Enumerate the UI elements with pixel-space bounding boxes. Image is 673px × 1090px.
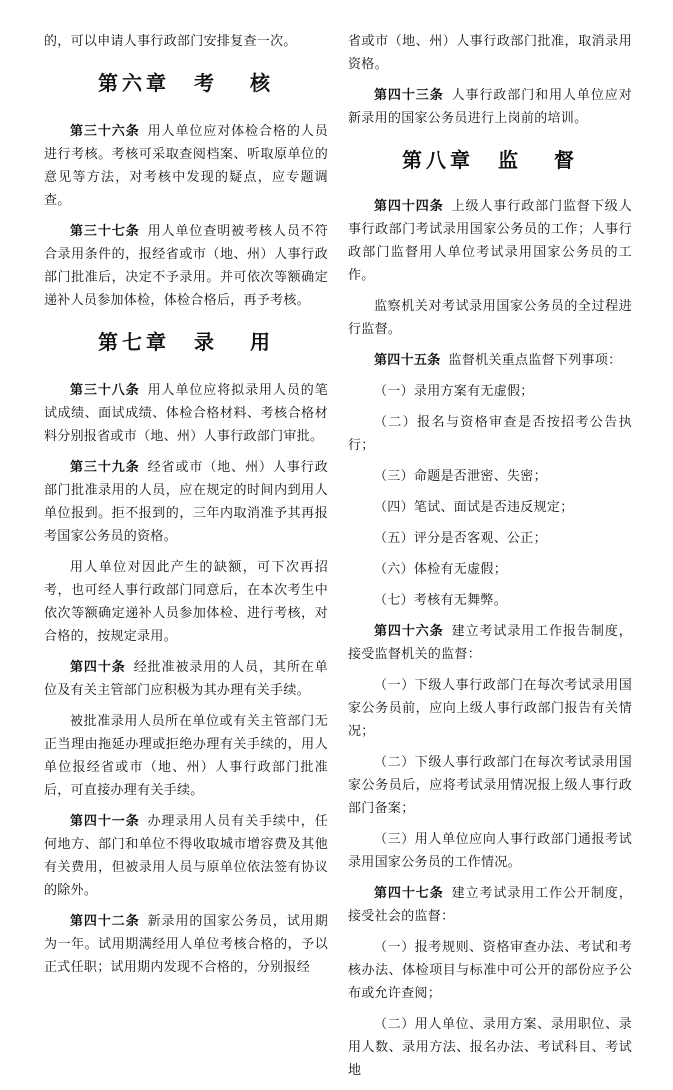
right-column: [348, 30, 632, 1090]
article-43: 第四十三条 人事行政部门和用人单位应对新录用的国家公务员进行上岗前的培训。: [348, 88, 632, 126]
list-item: （三）命题是否泄密、失密；: [374, 469, 547, 484]
chapter-heading: 第八章 监 督: [402, 148, 578, 172]
list-item: （六）体检有无虚假；: [374, 562, 508, 577]
article-42: 第四十二条 新录用的国家公务员，试用期为一年。试用期满经用人单位考核合格的，予以正式任职；试用期内发现不合格的，分别报经: [44, 914, 328, 975]
paragraph: 用人单位对因此产生的缺额，可下次再招考，也可经人事行政部门同意后，在本次考生中依次等额确定递补人员参加体检、进行考核，对合格的，按规定录用。: [44, 560, 328, 644]
left-column: [44, 30, 328, 987]
list-item: （一）报考规则、资格审查办法、考试和考核办法、体检项目与标准中可公开的部份应予公布或允许查阅；: [348, 940, 632, 1001]
article-41: 第四十一条 办理录用人员有关手续中，任何地方、部门和单位不得收取城市增容费及其他有关费用，但被录用人员与原单位依法签有协议的除外。: [44, 814, 328, 898]
list-item: （二）报名与资格审查是否按招考公告执行；: [348, 415, 632, 453]
paragraph: 省或市（地、州）人事行政部门批准，取消录用资格。: [348, 34, 632, 72]
chapter-heading: 第六章 考 核: [98, 71, 274, 95]
paragraph: 的，可以申请人事行政部门安排复查一次。: [44, 34, 297, 49]
article-40: 第四十条 经批准被录用的人员，其所在单位及有关主管部门应积极为其办理有关手续。: [44, 660, 329, 698]
list-item: （七）考核有无舞弊。: [374, 593, 508, 608]
article-36: 第三十六条 用人单位应对体检合格的人员进行考核。考核可采取查阅档案、听取原单位的意见等方法，对考核中发现的疑点，应专题调查。: [44, 124, 328, 208]
article-45: 第四十五条 监督机关重点监督下列事项：: [374, 353, 622, 368]
list-item: （二）下级人事行政部门在每次考试录用国家公务员后，应将考试录用情况报上级人事行政部门备案；: [348, 755, 632, 816]
list-item: （二）用人单位、录用方案、录用职位、录用人数、录用方法、报名办法、考试科目、考试地: [348, 1017, 632, 1078]
paragraph: 被批准录用人员所在单位或有关主管部门无正当理由拖延办理或拒绝办理有关手续的，用人单位报经省或市（地、州）人事行政部门批准后，可直接办理有关手续。: [44, 714, 328, 798]
list-item: （四）笔试、面试是否违反规定；: [374, 500, 574, 515]
article-46: 第四十六条 建立考试录用工作报告制度，接受监督机关的监督：: [348, 624, 632, 662]
chapter-heading: 第七章 录 用: [98, 330, 274, 354]
list-item: （五）评分是否客观、公正；: [374, 531, 547, 546]
article-39: 第三十九条 经省或市（地、州）人事行政部门批准录用的人员，应在规定的时间内到用人单位报到。拒不报到的，三年内取消准予其再报考国家公务员的资格。: [44, 460, 328, 544]
list-item: （一）下级人事行政部门在每次考试录用国家公务员前，应向上级人事行政部门报告有关情况；: [348, 678, 632, 739]
list-item: （一）录用方案有无虚假；: [374, 384, 534, 399]
article-47: 第四十七条 建立考试录用工作公开制度，接受社会的监督：: [348, 886, 632, 924]
article-37: 第三十七条 用人单位查明被考核人员不符合录用条件的，报经省或市（地、州）人事行政部门批准后，决定不予录用。并可依次等额确定递补人员参加体检，体检合格后，再予考核。: [44, 224, 328, 308]
article-44: 第四十四条 上级人事行政部门监督下级人事行政部门考试录用国家公务员的工作；人事行政部门监督用人单位考试录用国家公务员的工作。: [348, 199, 632, 283]
paragraph: 监察机关对考试录用国家公务员的全过程进行监督。: [348, 299, 632, 337]
list-item: （三）用人单位应向人事行政部门通报考试录用国家公务员的工作情况。: [348, 832, 632, 870]
article-38: 第三十八条 用人单位应将拟录用人员的笔试成绩、面试成绩、体检合格材料、考核合格材料分别报省或市（地、州）人事行政部门审批。: [44, 383, 328, 444]
